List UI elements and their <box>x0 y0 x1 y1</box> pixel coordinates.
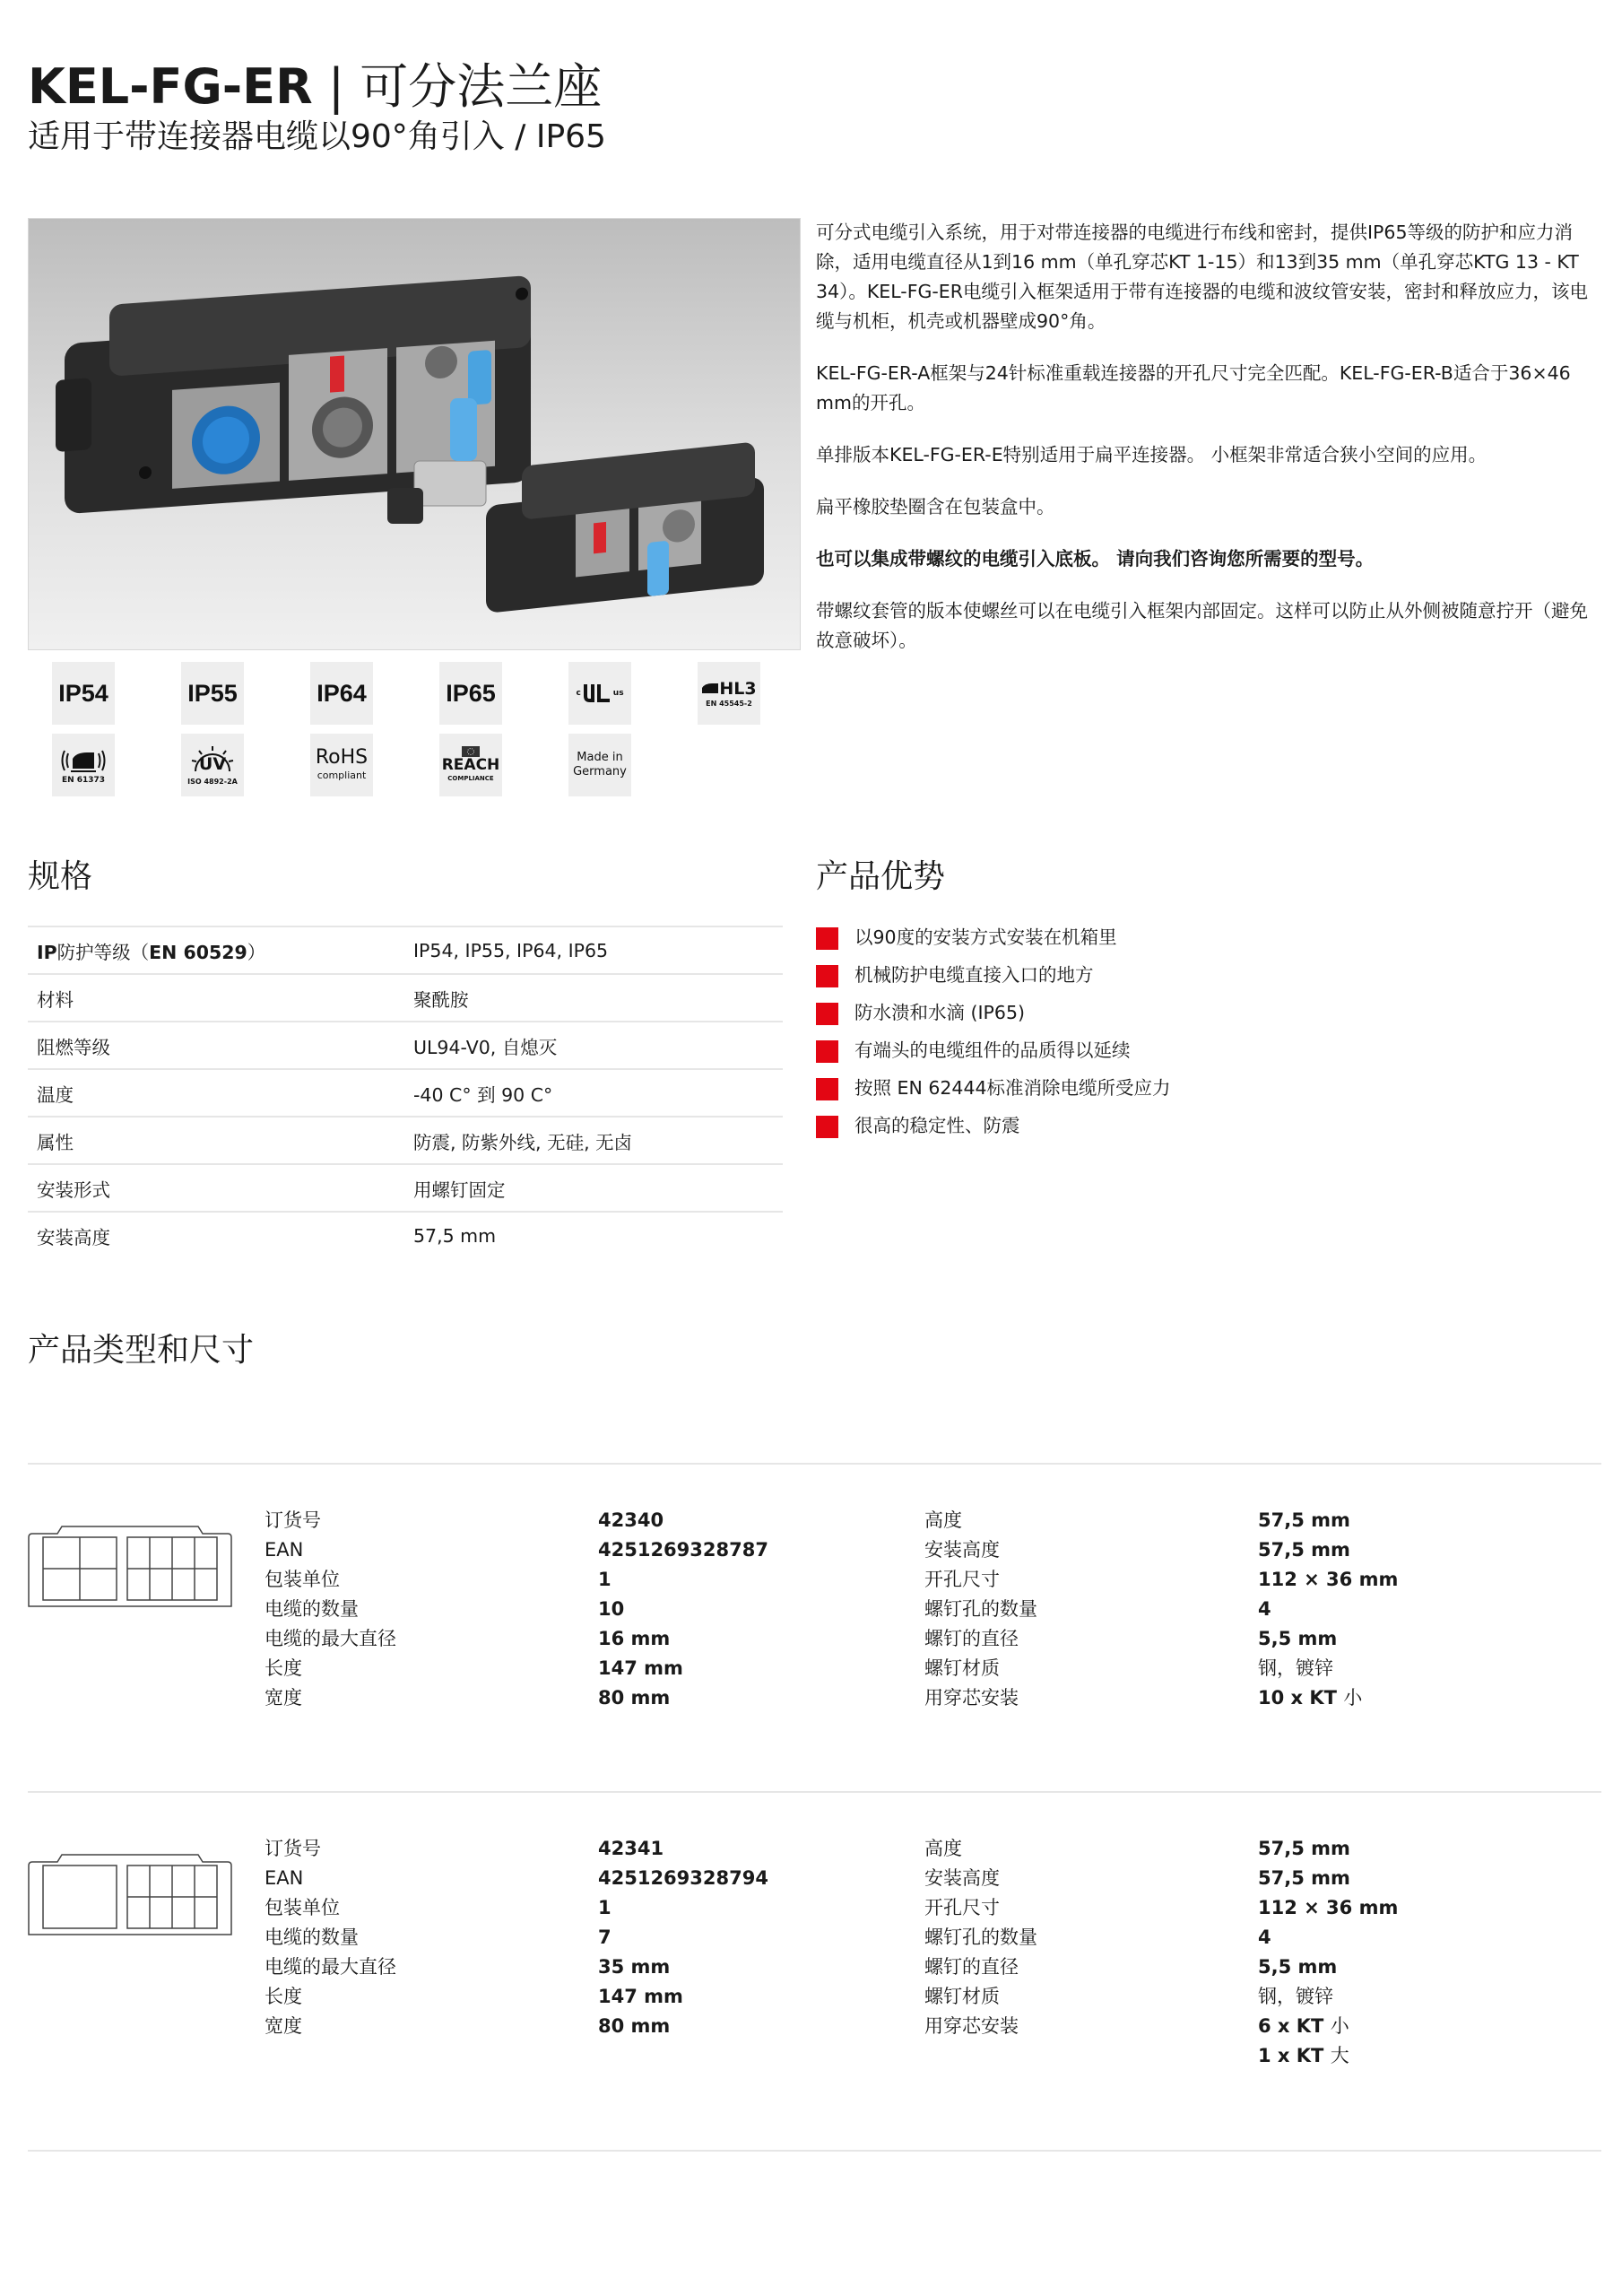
spec-key: 安装形式 <box>37 1178 110 1201</box>
spec-value: IP54, IP55, IP64, IP65 <box>413 939 609 961</box>
grommet-count: 6 x KT <box>1258 2015 1324 2037</box>
frame-drawing-7-cells <box>28 1853 234 1937</box>
red-square-icon <box>816 965 838 987</box>
made-in-line2: Germany <box>573 765 627 778</box>
frame-drawing-10-cells <box>28 1525 234 1609</box>
ul-mark <box>576 682 623 705</box>
order-number-value: 42341 <box>598 1838 664 1859</box>
product-block <box>28 1791 1601 2150</box>
packaging-unit-value: 1 <box>598 1897 612 1918</box>
screw-material-label: 螺钉材质 <box>924 1657 1000 1679</box>
height-label: 高度 <box>924 1509 962 1531</box>
cable-count-value: 10 <box>598 1598 625 1620</box>
specs-table <box>28 926 783 1259</box>
uv-label: UV <box>198 753 227 774</box>
uv-badge <box>181 734 244 796</box>
cable-count-label: 电缆的数量 <box>265 1598 359 1620</box>
spec-key-part: EN 60529 <box>149 941 247 963</box>
types-heading: 产品类型和尺寸 <box>28 1332 255 1369</box>
vibration-train-icon <box>57 745 109 776</box>
spec-value: 用螺钉固定 <box>413 1178 506 1201</box>
max-cable-diameter-label: 电缆的最大直径 <box>265 1956 396 1978</box>
cable-count-label: 电缆的数量 <box>265 1926 359 1948</box>
spec-key: 材料 <box>37 988 74 1011</box>
spec-row <box>28 1117 783 1164</box>
ean-label: EAN <box>265 1867 304 1889</box>
benefit-text: 有端头的电缆组件的品质得以延续 <box>854 1039 1131 1061</box>
order-number-label: 订货号 <box>265 1509 321 1531</box>
screw-material-label: 螺钉材质 <box>924 1986 1000 2007</box>
cutout-size-label: 开孔尺寸 <box>924 1569 1000 1590</box>
ul-icon <box>581 682 613 705</box>
hl3-norm-label: EN 45545-2 <box>706 699 752 708</box>
max-cable-diameter-value: 35 mm <box>598 1956 671 1978</box>
product-description <box>816 218 1596 678</box>
hl3-label: HL3 <box>719 678 757 699</box>
train-icon <box>701 683 719 695</box>
height-label: 高度 <box>924 1838 962 1859</box>
benefit-item <box>816 917 1605 954</box>
made-in-line1: Made in <box>577 751 623 764</box>
screw-diameter-label: 螺钉的直径 <box>924 1956 1019 1978</box>
benefit-text: 以90度的安装方式安装在机箱里 <box>854 926 1117 948</box>
spec-value: 57,5 mm <box>413 1225 497 1247</box>
hl3-mark <box>701 679 756 699</box>
cutout-size-value: 112 × 36 mm <box>1258 1569 1399 1590</box>
screw-hole-count-label: 螺钉孔的数量 <box>924 1598 1037 1620</box>
benefit-item <box>816 1067 1605 1105</box>
screw-diameter-value: 5,5 mm <box>1258 1956 1338 1978</box>
spec-row <box>28 1212 783 1259</box>
spec-row <box>28 926 783 974</box>
grommet-mounting-value <box>1258 1683 1362 1713</box>
product-photo-illustration <box>29 219 800 649</box>
length-label: 长度 <box>265 1986 302 2007</box>
reach-sub-label: COMPLIANCE <box>447 775 494 782</box>
grommet-mounting-value-extra <box>1258 2041 1349 2071</box>
spec-row <box>28 1164 783 1212</box>
red-square-icon <box>816 927 838 950</box>
benefit-text: 按照 EN 62444标准消除电缆所受应力 <box>854 1077 1171 1099</box>
en61373-label: EN 61373 <box>61 775 106 785</box>
spec-key: 温度 <box>37 1083 74 1106</box>
height-value: 57,5 mm <box>1258 1509 1350 1531</box>
spec-value: 防震, 防紫外线, 无硅, 无卤 <box>413 1131 633 1153</box>
cutout-size-label: 开孔尺寸 <box>924 1897 1000 1918</box>
en61373-badge <box>52 734 115 796</box>
ean-label: EAN <box>265 1539 304 1561</box>
spec-key: 属性 <box>37 1131 74 1153</box>
page-subtitle: 适用于带连接器电缆以90°角引入 / IP65 <box>28 118 606 155</box>
screw-diameter-label: 螺钉的直径 <box>924 1628 1019 1649</box>
grommet-size: 大 <box>1330 2045 1349 2066</box>
packaging-unit-label: 包装单位 <box>265 1897 340 1918</box>
width-value: 80 mm <box>598 2015 671 2037</box>
spec-key-part: IP <box>37 941 57 963</box>
cable-count-value: 7 <box>598 1926 612 1948</box>
description-paragraph: 扁平橡胶垫圈含在包装盒中。 <box>816 496 1055 517</box>
divider <box>28 2150 1601 2152</box>
uv-mark <box>190 744 235 777</box>
hl3-badge <box>698 662 760 725</box>
grommet-mounting-label: 用穿芯安装 <box>924 2015 1019 2037</box>
benefit-text: 很高的稳定性、防震 <box>854 1115 1020 1136</box>
max-cable-diameter-value: 16 mm <box>598 1628 671 1649</box>
spec-key-part: 防护等级（ <box>56 941 150 963</box>
page-title <box>28 56 602 118</box>
ip54-badge <box>52 662 115 725</box>
description-paragraph-emphasis: 也可以集成带螺纹的电缆引入底板。 请向我们咨询您所需要的型号。 <box>816 548 1375 570</box>
ip64-label: IP64 <box>317 679 367 707</box>
uv-norm-label: ISO 4892-2A <box>187 777 238 786</box>
grommet-size: 小 <box>1330 2015 1349 2037</box>
length-value: 147 mm <box>598 1986 683 2007</box>
ean-value: 4251269328794 <box>598 1867 768 1889</box>
benefits-heading: 产品优势 <box>816 858 946 895</box>
ip65-badge <box>439 662 502 725</box>
length-label: 长度 <box>265 1657 302 1679</box>
screw-hole-count-value: 4 <box>1258 1598 1271 1620</box>
packaging-unit-label: 包装单位 <box>265 1569 340 1590</box>
ul-mark-badge <box>568 662 631 725</box>
spec-value: 聚酰胺 <box>413 988 469 1011</box>
product-name: 可分法兰座 <box>360 58 603 115</box>
length-value: 147 mm <box>598 1657 683 1679</box>
width-value: 80 mm <box>598 1687 671 1709</box>
screw-material-value: 钢，镀锌 <box>1258 1657 1333 1679</box>
description-paragraph: KEL-FG-ER-A框架与24针标准重载连接器的开孔尺寸完全匹配。KEL-FG-ER-B适合于36×46 mm的开孔。 <box>816 362 1571 413</box>
mounting-height-label: 安装高度 <box>924 1539 1000 1561</box>
ip64-badge <box>310 662 373 725</box>
width-label: 宽度 <box>265 1687 302 1709</box>
ul-us-label: us <box>612 688 624 698</box>
benefit-item <box>816 992 1605 1030</box>
spec-key <box>28 926 404 974</box>
spec-value: -40 C° 到 90 C° <box>413 1083 553 1106</box>
ip55-label: IP55 <box>187 679 238 707</box>
product-code: KEL-FG-ER <box>28 58 313 115</box>
spec-row <box>28 1069 783 1117</box>
benefit-item <box>816 1030 1605 1067</box>
ip54-label: IP54 <box>58 679 108 707</box>
ip55-badge <box>181 662 244 725</box>
red-square-icon <box>816 1040 838 1063</box>
description-paragraph: 带螺纹套管的版本使螺丝可以在电缆引入框架内部固定。这样可以防止从外侧被随意拧开（避免故意破坏）。 <box>816 600 1588 651</box>
spec-row <box>28 974 783 1022</box>
benefit-text: 防水溃和水滴 (IP65) <box>854 1002 1026 1023</box>
red-square-icon <box>816 1116 838 1138</box>
cutout-size-value: 112 × 36 mm <box>1258 1897 1399 1918</box>
ean-value: 4251269328787 <box>598 1539 768 1561</box>
order-number-value: 42340 <box>598 1509 664 1531</box>
spec-key-part: ） <box>247 941 266 963</box>
spec-value: UL94-V0, 自熄灭 <box>413 1036 558 1058</box>
grommet-mounting-value <box>1258 2012 1349 2041</box>
grommet-count: 1 x KT <box>1258 2045 1324 2066</box>
rohs-label: RoHS <box>315 746 369 769</box>
height-value: 57,5 mm <box>1258 1838 1350 1859</box>
description-paragraph: 单排版本KEL-FG-ER-E特别适用于扁平连接器。 小框架非常适合狭小空间的应用。 <box>816 444 1488 465</box>
red-square-icon <box>816 1078 838 1100</box>
ip65-label: IP65 <box>446 679 496 707</box>
order-number-label: 订货号 <box>265 1838 321 1859</box>
grommet-mounting-label: 用穿芯安装 <box>924 1687 1019 1709</box>
product-photo <box>28 218 801 650</box>
spec-row <box>28 1022 783 1069</box>
description-paragraph: 可分式电缆引入系统，用于对带连接器的电缆进行布线和密封，提供IP65等级的防护和应力消除，适用电缆直径从1到16 mm（单孔穿芯KT 1-15）和13到35 mm（单孔穿芯KTG 13 - KT 34）。KEL-FG-ER电缆引入框架适用于带有连接器的电缆和波纹管安装，密封和释放应力，该电缆与机柜，机壳或机器壁成90°角。 <box>816 222 1588 332</box>
screw-hole-count-value: 4 <box>1258 1926 1271 1948</box>
mounting-height-value: 57,5 mm <box>1258 1867 1350 1889</box>
rohs-sub-label: compliant <box>317 770 367 781</box>
rohs-badge <box>310 734 373 796</box>
title-separator: | <box>327 58 345 115</box>
width-label: 宽度 <box>265 2015 302 2037</box>
specs-heading: 规格 <box>28 858 93 895</box>
max-cable-diameter-label: 电缆的最大直径 <box>265 1628 396 1649</box>
made-in-germany-badge <box>568 734 631 796</box>
mounting-height-value: 57,5 mm <box>1258 1539 1350 1561</box>
red-square-icon <box>816 1003 838 1025</box>
benefits-list <box>816 917 1605 1143</box>
benefit-item <box>816 954 1605 992</box>
grommet-count: 10 x KT <box>1258 1687 1337 1709</box>
mounting-height-label: 安装高度 <box>924 1867 1000 1889</box>
spec-key: 安装高度 <box>37 1227 110 1248</box>
reach-label: REACH <box>441 756 500 774</box>
grommet-size: 小 <box>1343 1687 1363 1709</box>
ul-c-label: c <box>576 688 581 698</box>
screw-hole-count-label: 螺钉孔的数量 <box>924 1926 1037 1948</box>
product-block <box>28 1463 1601 1791</box>
screw-diameter-value: 5,5 mm <box>1258 1628 1338 1649</box>
packaging-unit-value: 1 <box>598 1569 612 1590</box>
benefit-text: 机械防护电缆直接入口的地方 <box>854 964 1094 986</box>
spec-key: 阻燃等级 <box>37 1036 110 1058</box>
screw-material-value: 钢，镀锌 <box>1258 1986 1333 2007</box>
reach-badge <box>439 734 502 796</box>
benefit-item <box>816 1105 1605 1143</box>
